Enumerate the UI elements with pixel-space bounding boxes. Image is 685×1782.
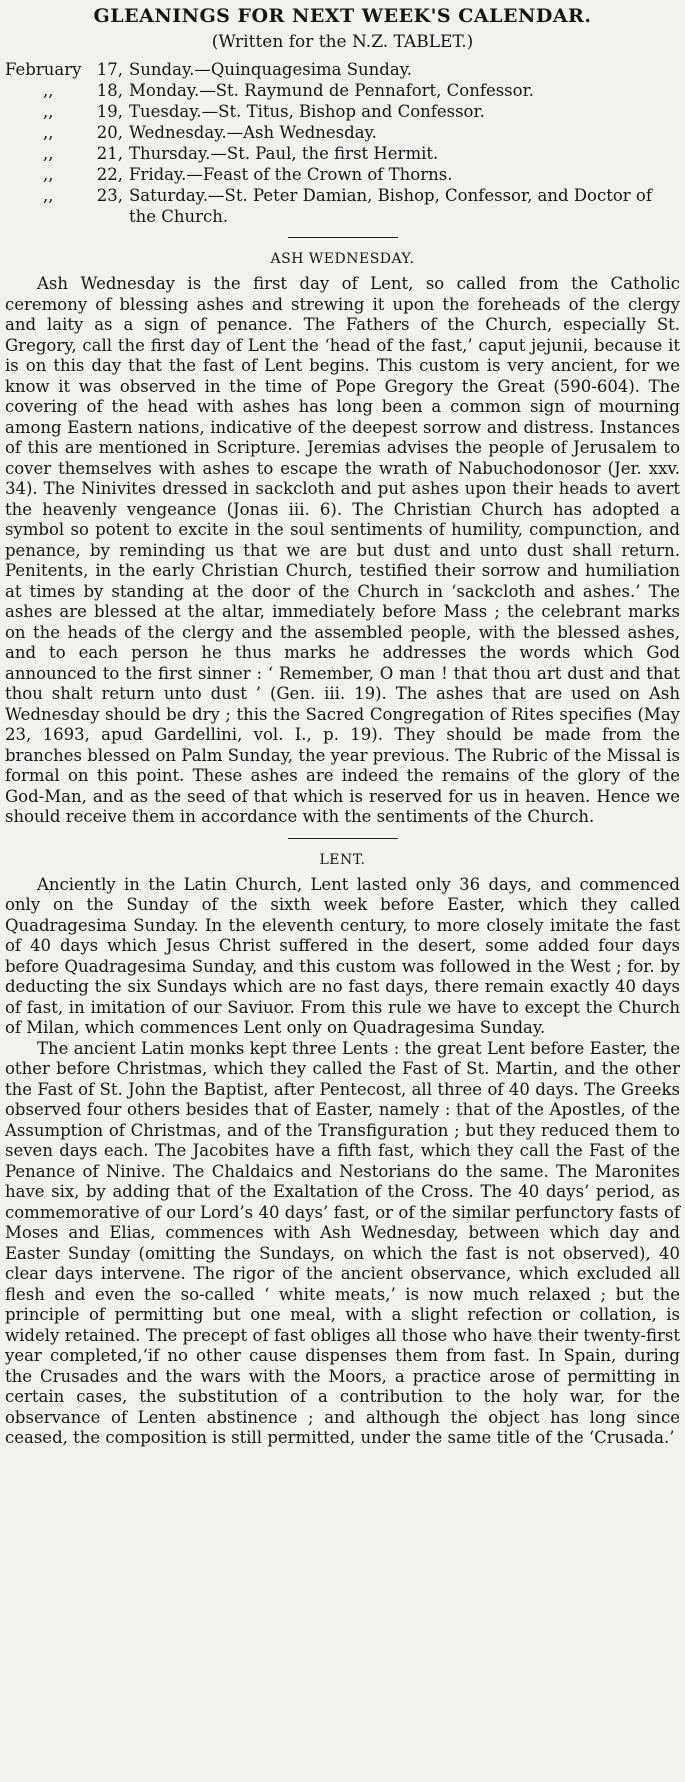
calendar-month: ,, — [43, 144, 54, 163]
calendar-entry — [5, 101, 680, 122]
calendar-day: 20, — [96, 123, 123, 142]
calendar-entry — [5, 59, 680, 80]
calendar-month: ,, — [43, 123, 54, 142]
section-lent — [5, 851, 680, 1449]
calendar-text: Friday.—Feast of the Crown of Thorns. — [129, 165, 453, 184]
body-paragraph: Ash Wednesday is the first day of Lent, so called from the Catholic ceremony of blessing ashes and strewing it upon the foreheads of the clergy and laity as a sign of penance. The Fathers of the Church, especially St. Gregory, call the first day of Lent the ‘head of the fast,’ caput jejunii, because it is on this day that the fast of Lent begins. This custom is very ancient, for we know it was observed in the time of Pope Gregory the Great (590-604). The covering of the head with ashes has long been a common sign of mourning among Eastern nations, indicative of the deepest sorrow and distress. Instances of this are mentioned in Scripture. Jeremias advises the people of Jerusalem to cover themselves with ashes to escape the wrath of Nabuchodonosor (Jer. xxv. 34). The Ninivites dressed in sackcloth and put ashes upon their heads to avert the heavenly vengeance (Jonas iii. 6). The Christian Church has adopted a symbol so potent to excite in the soul sentiments of humility, compunction, and penance, by reminding us that we are but dust and unto dust shall return. Penitents, in the early Christian Church, testified their sorrow and humiliation at times by standing at the door of the Church in ‘sackcloth and ashes.’ The ashes are blessed at the altar, immediately before Mass ; the celebrant marks on the heads of the clergy and the assembled people, with the blessed ashes, and to each person he thus marks he addresses the words which God announced to the first sinner : ‘ Remember, O man ! that thou art dust and that thou shalt return unto dust ’ (Gen. iii. 19). The ashes that are used on Ash Wednesday should be dry ; this the Sacred Congregation of Rites specifies (May 23, 1693, apud Gardellini, vol. I., p. 19). They should be made from the branches blessed on Palm Sunday, the year previous. The Rubric of the Missal is formal on this point. These ashes are indeed the remains of the glory of the God-Man, and as the seed of that which is reserved for us in heaven. Hence we should receive them in accordance with the sentiments of the Church. — [5, 274, 680, 826]
calendar-entry — [5, 185, 680, 227]
article-subtitle: (Written for the N.Z. TABLET.) — [211, 32, 474, 52]
calendar-day: 21, — [96, 144, 123, 163]
section-heading: ASH WEDNESDAY. — [270, 251, 415, 267]
calendar-day: 18, — [96, 81, 123, 100]
section-divider — [288, 838, 398, 839]
calendar-text: Monday.—St. Raymund de Pennafort, Confessor. — [129, 81, 534, 100]
body-paragraph: Anciently in the Latin Church, Lent lasted only 36 days, and commenced only on the Sunday of the sixth week before Easter, which they called Quadragesima Sunday. In the eleventh century, to more closely imitate the fast of 40 days which Jesus Christ suffered in the desert, some added four days before Quadragesima Sunday, and this custom was followed in the West ; for. by deducting the six Sundays which are no fast days, there remain exactly 40 days of fast, in imitation of our Saviuor. From this rule we have to except the Church of Milan, which commences Lent only on Quadragesima Sunday. — [5, 874, 680, 1037]
calendar-entry — [5, 122, 680, 143]
section-heading: LENT. — [319, 851, 366, 868]
calendar-month: February — [5, 60, 82, 79]
section-ash-wednesday — [5, 250, 680, 828]
calendar-entry — [5, 80, 680, 101]
calendar-month: ,, — [43, 102, 54, 121]
calendar-entry — [5, 164, 680, 185]
calendar-entry — [5, 143, 680, 164]
body-paragraph: The ancient Latin monks kept three Lents : the great Lent before Easter, the other before Christmas, which they called the Fast of St. Martin, and the other the Fast of St. John the Baptist, after Pentecost, all three of 40 days. The Greeks observed four others besides that of Easter, namely : that of the Apostles, of the Assumption of Christmas, and of the Transfiguration ; but they reduced them to seven days each. The Jacobites have a fifth fast, which they call the Fast of the Penance of Ninive. The Chaldaics and Nestorians do the same. The Maronites have six, by adding that of the Exaltation of the Cross. The 40 days’ period, as commemorative of our Lord’s 40 days’ fast, or of the similar perfunctory fasts of Moses and Elias, commences with Ash Wednesday, between which day and Easter Sunday (omitting the Sundays, on which the fast is not observed), 40 clear days intervene. The rigor of the ancient observance, which excluded all flesh and even the so-called ‘ white meats,’ is now much relaxed ; but the principle of permitting but one meal, with a slight refection or collation, is widely retained. The precept of fast obliges all those who have their twenty-first year completed,‘if no other cause dispenses them from fast. In Spain, during the Crusades and the wars with the Moors, a practice arose of permitting in certain cases, the substitution of a contribution to the holy war, for the observance of Lenten abstinence ; and although the object has long since ceased, the composition is still permitted, under the same title of the ‘Crusada.’ — [5, 1038, 680, 1447]
calendar-text: Sunday.—Quinquagesima Sunday. — [129, 60, 413, 79]
section-divider — [288, 237, 398, 238]
calendar-day: 23, — [96, 186, 123, 205]
calendar-day: 22, — [96, 165, 123, 184]
calendar-month: ,, — [43, 81, 54, 100]
calendar-day: 17, — [96, 60, 123, 79]
calendar-text: Wednesday.—Ash Wednesday. — [129, 123, 377, 142]
calendar-text: Tuesday.—St. Titus, Bishop and Confessor. — [129, 102, 485, 121]
calendar-month: ,, — [43, 186, 54, 205]
calendar-text: Thursday.—St. Paul, the first Hermit. — [129, 144, 439, 163]
article-title: GLEANINGS FOR NEXT WEEK'S CALENDAR. — [93, 5, 592, 27]
calendar-month: ,, — [43, 165, 54, 184]
calendar-list — [5, 59, 680, 227]
calendar-day: 19, — [96, 102, 123, 121]
calendar-text: Saturday.—St. Peter Damian, Bishop, Confessor, and Doctor of the Church. — [129, 186, 652, 226]
